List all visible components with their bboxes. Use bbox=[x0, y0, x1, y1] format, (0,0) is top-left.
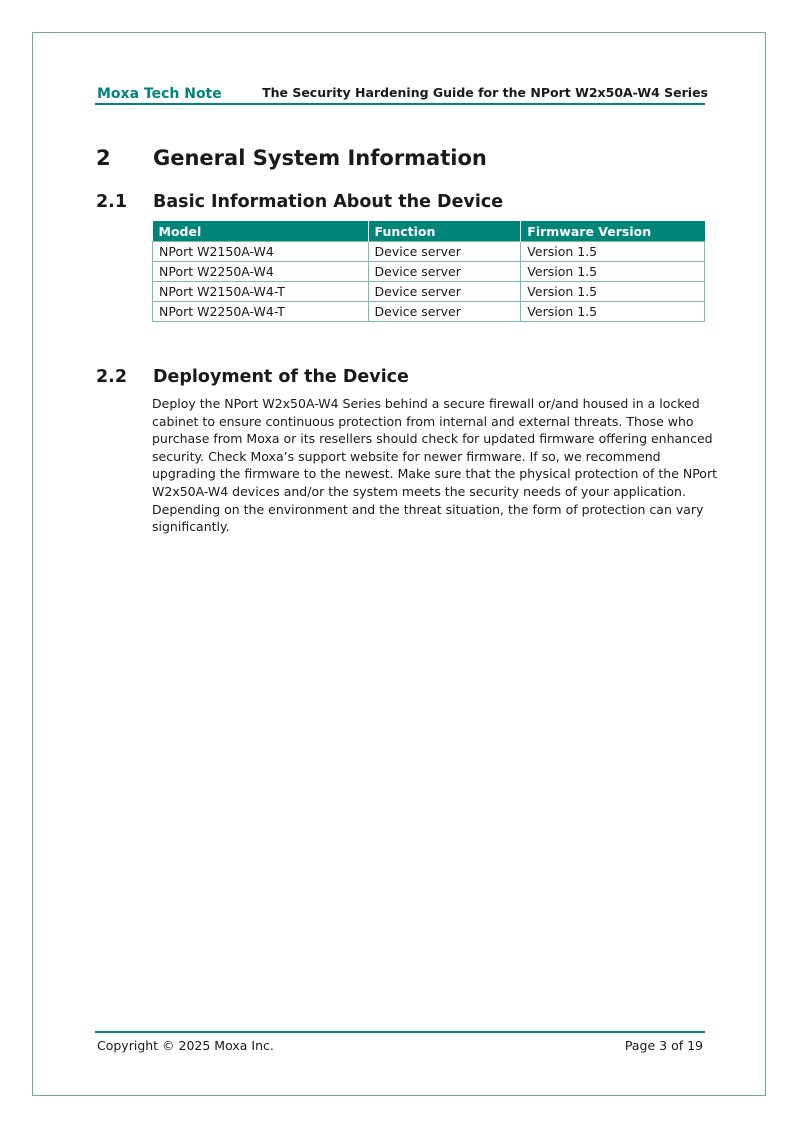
paragraph-line: upgrading the firmware to the newest. Make sure that the physical protection of the NPort bbox=[152, 466, 717, 482]
cell-model: NPort W2150A-W4-T bbox=[153, 282, 369, 302]
device-info-table bbox=[152, 221, 705, 322]
paragraph-line: security. Check Moxa’s support website for newer firmware. If so, we recommend bbox=[152, 448, 661, 464]
cell-model: NPort W2250A-W4-T bbox=[153, 302, 369, 322]
table-row bbox=[153, 242, 705, 262]
footer-rule bbox=[95, 1031, 705, 1033]
header-doc-title: The Security Hardening Guide for the NPort W2x50A-W4 Series bbox=[262, 85, 708, 100]
cell-function: Device server bbox=[368, 282, 521, 302]
subsection-title: Basic Information About the Device bbox=[153, 192, 504, 212]
table-row bbox=[153, 282, 705, 302]
table-header-row bbox=[153, 221, 705, 242]
deployment-paragraph bbox=[152, 395, 717, 536]
section-title: General System Information bbox=[153, 146, 487, 170]
cell-function: Device server bbox=[368, 262, 521, 282]
subsection-title: Deployment of the Device bbox=[153, 367, 409, 387]
header-rule bbox=[95, 103, 705, 105]
table-row bbox=[153, 262, 705, 282]
cell-firmware-version: Version 1.5 bbox=[521, 282, 705, 302]
subsection-number: 2.2 bbox=[96, 367, 128, 387]
cell-firmware-version: Version 1.5 bbox=[521, 242, 705, 262]
paragraph-line: W2x50A-W4 devices and/or the system meets the security needs of your application. bbox=[152, 483, 686, 499]
column-header-model: Model bbox=[153, 221, 369, 242]
cell-function: Device server bbox=[368, 242, 521, 262]
table-row bbox=[153, 302, 705, 322]
cell-model: NPort W2150A-W4 bbox=[153, 242, 369, 262]
section-number: 2 bbox=[96, 146, 111, 170]
paragraph-line: significantly. bbox=[152, 519, 230, 535]
paragraph-line: Deploy the NPort W2x50A-W4 Series behind a secure firewall or/and housed in a locked bbox=[152, 396, 700, 411]
subsection-number: 2.1 bbox=[96, 192, 128, 212]
footer-page-number: Page 3 of 19 bbox=[624, 1038, 703, 1053]
paragraph-line: Depending on the environment and the threat situation, the form of protection can vary bbox=[152, 501, 704, 517]
column-header-firmware-version: Firmware Version bbox=[521, 221, 705, 242]
cell-model: NPort W2250A-W4 bbox=[153, 262, 369, 282]
cell-firmware-version: Version 1.5 bbox=[521, 302, 705, 322]
paragraph-line: purchase from Moxa or its resellers should check for updated firmware offering enhanced bbox=[152, 431, 713, 447]
header-brand: Moxa Tech Note bbox=[97, 86, 222, 102]
cell-function: Device server bbox=[368, 302, 521, 322]
cell-firmware-version: Version 1.5 bbox=[521, 262, 705, 282]
paragraph-line: cabinet to ensure continuous protection from internal and external threats. Those who bbox=[152, 413, 694, 429]
column-header-function: Function bbox=[368, 221, 521, 242]
footer-copyright: Copyright © 2025 Moxa Inc. bbox=[97, 1038, 274, 1053]
